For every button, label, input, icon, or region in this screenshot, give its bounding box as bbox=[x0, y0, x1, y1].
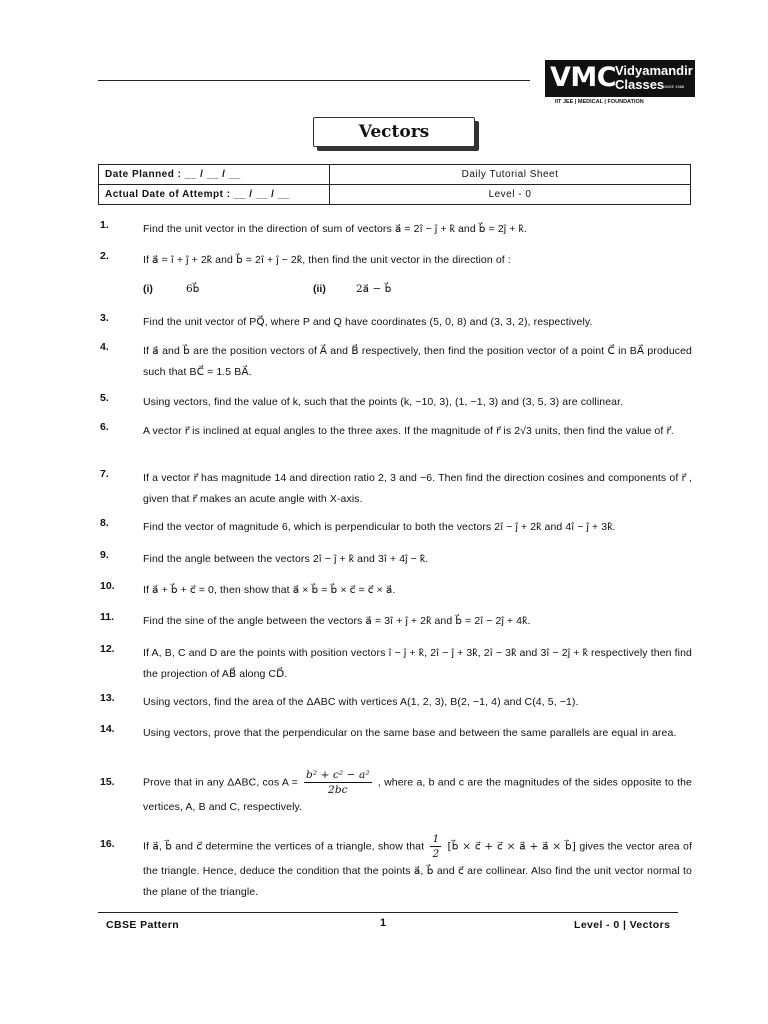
question-number: 9. bbox=[100, 549, 109, 561]
page-title: Vectors bbox=[358, 122, 430, 142]
question-text: If a⃗ + b⃗ + c⃗ = 0, then show that a⃗ × b⃗ = b⃗ × c⃗ = c⃗ × a⃗. bbox=[143, 584, 396, 596]
question-number: 11. bbox=[100, 611, 115, 623]
date-planned-cell: Date Planned : __ / __ / __ bbox=[99, 165, 330, 185]
footer-level-topic: Level - 0 | Vectors bbox=[574, 919, 671, 931]
question-text: A vector r⃗ is inclined at equal angles to the three axes. If the magnitude of r⃗ is 2√3 units, then find the value of r⃗. bbox=[143, 425, 674, 437]
logo-name-line1: Vidyamandir bbox=[615, 63, 693, 78]
question-text-before: Prove that in any ΔABC, cos A = bbox=[143, 776, 298, 789]
question-text: Find the vector of magnitude 6, which is perpendicular to both the vectors 2î − ĵ + 2k̂ and 4î − ĵ + 3k̂. bbox=[143, 521, 616, 533]
question-number: 8. bbox=[100, 517, 109, 529]
part-i-label: (i) bbox=[143, 283, 153, 295]
footer-pattern: CBSE Pattern bbox=[106, 919, 180, 931]
question-number: 7. bbox=[100, 468, 109, 480]
page-number: 1 bbox=[380, 917, 387, 929]
logo-name-line2: Classes bbox=[615, 77, 665, 92]
question-number: 1. bbox=[100, 219, 109, 231]
level-cell: Level - 0 bbox=[330, 185, 691, 205]
fraction bbox=[304, 768, 372, 797]
actual-date-cell: Actual Date of Attempt : __ / __ / __ bbox=[99, 185, 330, 205]
question-text: Find the unit vector of PQ⃗, where P and Q have coordinates (5, 0, 8) and (3, 3, 2), respectively. bbox=[143, 316, 593, 328]
question-text: Using vectors, prove that the perpendicular on the same base and between the same parallels are equal in area. bbox=[143, 727, 677, 739]
question-text-after: gives the vector area of the triangle. Hence, deduce the condition that the points a⃗, b⃗ and c⃗ are collinear. Also find the unit vector normal to the plane of the triangle. bbox=[143, 840, 692, 898]
part-ii-label: (ii) bbox=[313, 283, 326, 295]
question-number: 2. bbox=[100, 250, 109, 262]
fraction-denominator: 2 bbox=[432, 848, 440, 860]
logo-brand: VMC bbox=[550, 62, 617, 93]
fraction bbox=[430, 832, 441, 861]
question-text: If a⃗ = î + ĵ + 2k̂ and b⃗ = 2î + ĵ − 2k̂, then find the unit vector in the direction of : bbox=[143, 254, 511, 266]
question-text: If A, B, C and D are the points with position vectors î − ĵ + k̂, 2î − ĵ + 3k̂, 2î − 3k̂ and 3î − 2ĵ + k̂ respectively then find the projection of AB⃗ along CD⃗. bbox=[143, 647, 692, 680]
logo-tagline: IIT JEE | MEDICAL | FOUNDATION bbox=[555, 99, 644, 105]
title-box bbox=[313, 117, 475, 147]
question-number: 4. bbox=[100, 341, 109, 353]
part-i-expr: 6b⃗ bbox=[186, 283, 200, 295]
question-number: 6. bbox=[100, 421, 109, 433]
question-text-before: If a⃗, b⃗ and c⃗ determine the vertices of a triangle, show that bbox=[143, 840, 425, 853]
question-number: 13. bbox=[100, 692, 115, 704]
fraction-numerator: 1 bbox=[432, 833, 440, 845]
fraction-denominator: 2bc bbox=[328, 784, 348, 796]
question-number: 5. bbox=[100, 392, 109, 404]
vmc-logo bbox=[545, 60, 695, 108]
question-text bbox=[143, 832, 692, 903]
question-text: Using vectors, find the value of k, such that the points (k, −10, 3), (1, −1, 3) and (3, 5, 3) are collinear. bbox=[143, 396, 624, 408]
question-number: 12. bbox=[100, 643, 115, 655]
part-ii-expr: 2a⃗ − b⃗ bbox=[356, 283, 392, 295]
bracket-expression: [b⃗ × c⃗ + c⃗ × a⃗ + a⃗ × b⃗] bbox=[447, 840, 576, 853]
header-rule bbox=[98, 80, 530, 81]
question-text-after: , where a, b and c are the magnitudes of the sides opposite to the vertices, A, B and C, respectively. bbox=[143, 776, 692, 813]
fraction-numerator: b² + c² − a² bbox=[306, 769, 370, 781]
sheet-cell: Daily Tutorial Sheet bbox=[330, 165, 691, 185]
question-number: 15. bbox=[100, 776, 115, 788]
question-text: Find the unit vector in the direction of sum of vectors a⃗ = 2î − ĵ + k̂ and b⃗ = 2ĵ + k̂. bbox=[143, 223, 527, 235]
question-text: Find the angle between the vectors 2î − ĵ + k̂ and 3î + 4ĵ − k̂. bbox=[143, 553, 429, 565]
question-text bbox=[143, 768, 692, 818]
logo-since: SINCE 1986 bbox=[662, 84, 685, 89]
question-text: Find the sine of the angle between the vectors a⃗ = 3î + ĵ + 2k̂ and b⃗ = 2î − 2ĵ + 4k̂. bbox=[143, 615, 531, 627]
question-number: 14. bbox=[100, 723, 115, 735]
question-text: If a⃗ and b⃗ are the position vectors of A⃗ and B⃗ respectively, then find the position vector of a point C⃗ in BA⃗ produced such that BC⃗ = 1.5 BA⃗. bbox=[143, 345, 692, 378]
footer-rule bbox=[98, 912, 678, 913]
question-number: 10. bbox=[100, 580, 115, 592]
question-text: Using vectors, find the area of the ΔABC with vertices A(1, 2, 3), B(2, −1, 4) and C(4, 5, −1). bbox=[143, 696, 579, 708]
question-number: 16. bbox=[100, 838, 115, 850]
question-text: If a vector r⃗ has magnitude 14 and direction ratio 2, 3 and −6. Then find the direction cosines and components of r⃗ , given that r⃗ makes an acute angle with X-axis. bbox=[143, 472, 692, 505]
question-number: 3. bbox=[100, 312, 109, 324]
plan-table bbox=[98, 164, 691, 205]
